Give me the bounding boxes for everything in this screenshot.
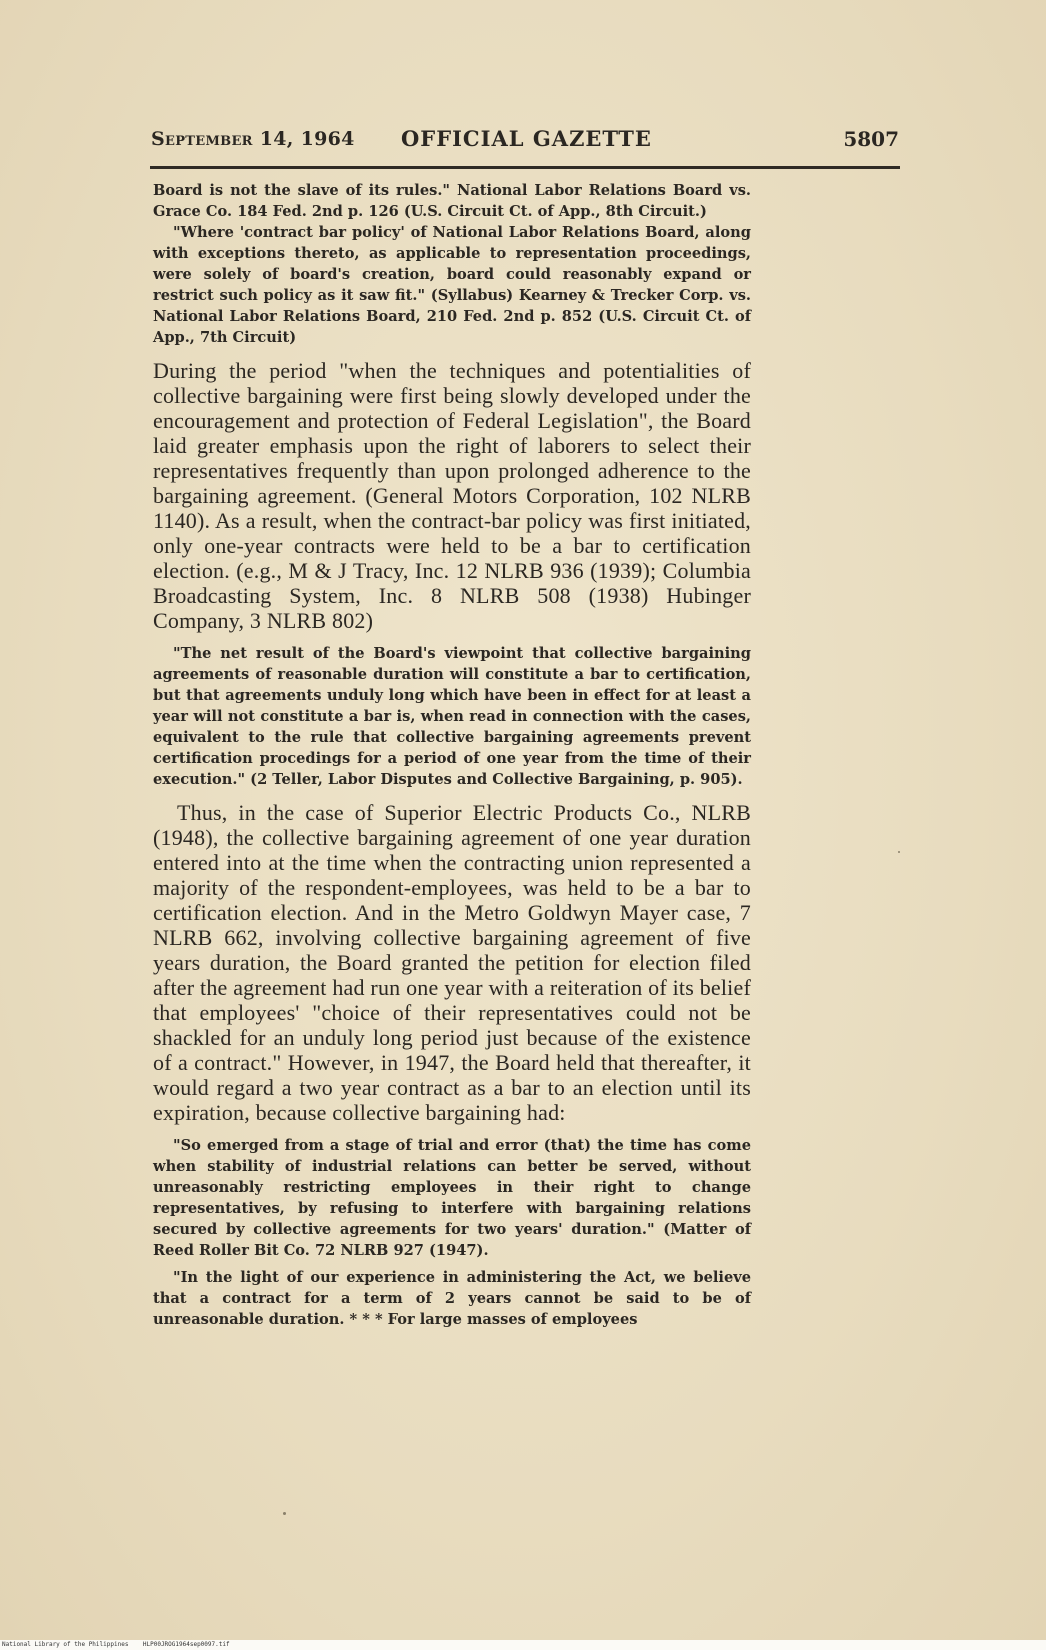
header-page-number: 5807 <box>843 127 899 151</box>
paper-speck <box>898 851 900 853</box>
header-title: OFFICIAL GAZETTE <box>401 126 652 151</box>
quote-paragraph: "So emerged from a stage of trial and error (that) the time has come when stability of industrial relations can better be served, without unreasonably restricting employees in their right to change representatives, by refusing to interfere with bargaining relations secured by collective agreements for two years' duration." (Matter of Reed Roller Bit Co. 72 NLRB 927 (1947). <box>153 1137 751 1259</box>
scan-footer: National Library of the Philippines HLP00JROG1964sep0097.tif <box>0 1640 1046 1650</box>
paper-speck <box>283 1512 286 1515</box>
quote-paragraph: "In the light of our experience in administering the Act, we believe that a contract for a term of 2 years cannot be said to be of unreasonable duration. * * * For large masses of employees <box>153 1269 751 1328</box>
quote-paragraph: "Where 'contract bar policy' of National Labor Relations Board, along with exceptions thereto, as applicable to representation proceedings, were solely of board's creation, board could reasonably expand or restrict such policy as it saw fit." (Syllabus) Kearney & Trecker Corp. vs. National Labor Relations Board, 210 Fed. 2nd p. 852 (U.S. Circuit Ct. of App., 7th Circuit) <box>153 224 751 346</box>
quote-paragraph: "The net result of the Board's viewpoint that collective bargaining agreements of reasonable duration will constitute a bar to certification, but that agreements unduly long which have been in effect for at least a year will not constitute a bar is, when read in connection with the cases, equivalent to the rule that collective bargaining agreements prevent certification procedings for a period of one year from the time of their execution." (2 Teller, Labor Disputes and Collective Bargaining, p. 905). <box>153 645 751 788</box>
article-body <box>153 180 751 1330</box>
header-rule <box>150 166 900 169</box>
body-paragraph: Thus, in the case of Superior Electric Products Co., NLRB (1948), the collective bargaining agreement of one year duration entered into at the time when the contracting union represented a majority of the respondent-employees, was held to be a bar to certification election. And in the Metro Goldwyn Mayer case, 7 NLRB 662, involving collective bargaining agreement of five years duration, the Board granted the petition for election filed after the agreement had run one year with a reiteration of its belief that employees' "choice of their representatives could not be shackled for an unduly long period just because of the existence of a contract." However, in 1947, the Board held that thereafter, it would regard a two year contract as a bar to an election until its expiration, because collective bargaining had: <box>153 800 751 1125</box>
page-header <box>151 128 899 158</box>
quote-paragraph: Board is not the slave of its rules." National Labor Relations Board vs. Grace Co. 184 Fed. 2nd p. 126 (U.S. Circuit Ct. of App., 8th Circuit.) <box>153 182 751 220</box>
body-paragraph: During the period "when the techniques and potentialities of collective bargaining were first being slowly developed under the encouragement and protection of Federal Legislation", the Board laid greater emphasis upon the right of laborers to select their representatives frequently than upon prolonged adherence to the bargaining agreement. (General Motors Corporation, 102 NLRB 1140). As a result, when the contract-bar policy was first initiated, only one-year contracts were held to be a bar to certification election. (e.g., M & J Tracy, Inc. 12 NLRB 936 (1939); Columbia Broadcasting System, Inc. 8 NLRB 508 (1938) Hubinger Company, 3 NLRB 802) <box>153 358 751 633</box>
header-date: September 14, 1964 <box>151 128 355 150</box>
